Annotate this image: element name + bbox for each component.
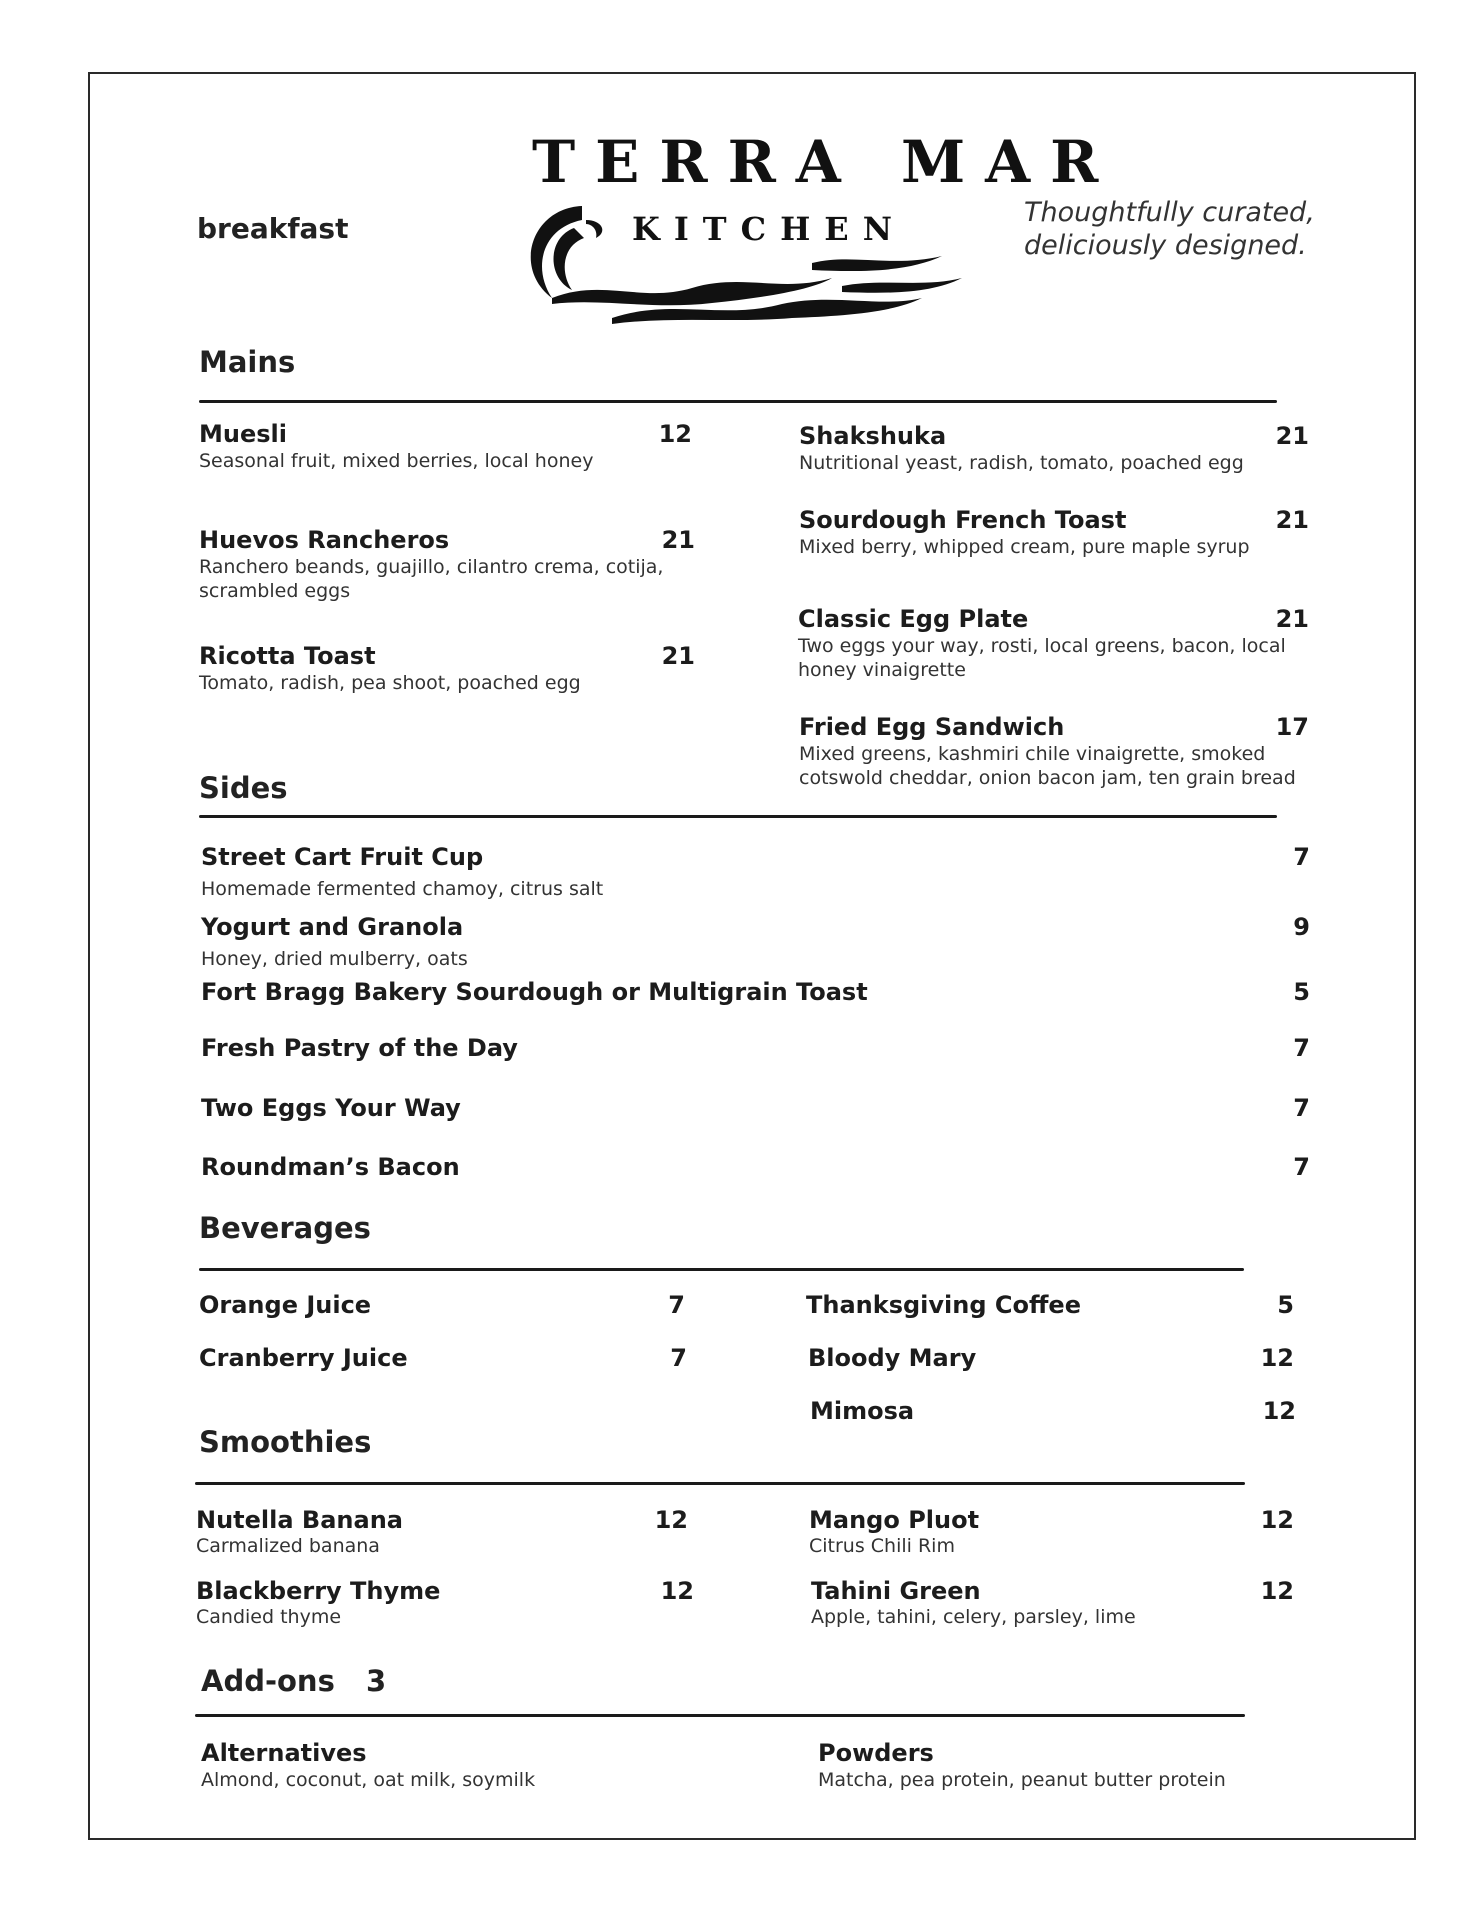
sides-item-price: 7	[1293, 843, 1310, 871]
sides-item-name: Street Cart Fruit Cup	[201, 843, 484, 871]
logo-title: TERRA MAR	[532, 128, 1119, 196]
meal-label: breakfast	[197, 212, 349, 245]
mains-item-name: Shakshuka	[799, 422, 947, 450]
mains-item-desc: honey vinaigrette	[798, 659, 966, 681]
mains-item-price: 21	[1275, 422, 1309, 450]
mains-item-name: Huevos Rancheros	[199, 526, 450, 554]
smoothie-desc: Carmalized banana	[196, 1535, 380, 1557]
mains-item-desc: cotswold cheddar, onion bacon jam, ten grain bread	[799, 767, 1296, 789]
smoothie-name: Tahini Green	[811, 1577, 981, 1605]
beverage-name: Cranberry Juice	[199, 1344, 408, 1372]
beverage-price: 7	[668, 1291, 685, 1319]
mains-item-name: Fried Egg Sandwich	[799, 713, 1065, 741]
addon-name: Alternatives	[201, 1739, 367, 1767]
addons-title: Add-ons	[201, 1664, 335, 1698]
mains-item-name: Sourdough French Toast	[799, 506, 1127, 534]
mains-item-desc: Mixed greens, kashmiri chile vinaigrette, smoked	[799, 743, 1266, 765]
beverage-price: 12	[1260, 1344, 1294, 1372]
mains-item-price: 17	[1275, 713, 1309, 741]
tagline-line-1: Thoughtfully curated,	[1024, 197, 1315, 228]
smoothies-title: Smoothies	[199, 1425, 372, 1459]
smoothie-desc: Candied thyme	[196, 1606, 342, 1628]
sides-item-price: 7	[1293, 1094, 1310, 1122]
beverages-rule	[199, 1268, 1244, 1271]
smoothie-name: Blackberry Thyme	[196, 1577, 441, 1605]
tagline-line-2: deliciously designed.	[1024, 230, 1307, 261]
sides-item-desc: Homemade fermented chamoy, citrus salt	[201, 878, 604, 900]
sides-title: Sides	[199, 771, 288, 805]
smoothie-name: Nutella Banana	[196, 1506, 403, 1534]
logo	[512, 128, 1119, 328]
mains-item-price: 21	[661, 642, 695, 670]
mains-rule	[199, 400, 1277, 403]
sides-item-name: Roundman’s Bacon	[201, 1153, 460, 1181]
beverage-name: Thanksgiving Coffee	[806, 1291, 1081, 1319]
addon-desc: Matcha, pea protein, peanut butter protein	[818, 1769, 1226, 1791]
smoothie-price: 12	[1260, 1577, 1294, 1605]
sides-item-name: Two Eggs Your Way	[201, 1094, 461, 1122]
smoothie-price: 12	[1260, 1506, 1294, 1534]
beverages-title: Beverages	[199, 1211, 371, 1245]
smoothie-price: 12	[660, 1577, 694, 1605]
mains-item-name: Classic Egg Plate	[798, 605, 1029, 633]
mains-item-price: 21	[1275, 506, 1309, 534]
smoothie-name: Mango Pluot	[809, 1506, 980, 1534]
mains-item-desc: scrambled eggs	[199, 580, 351, 602]
sides-item-name: Fresh Pastry of the Day	[201, 1034, 518, 1062]
addon-desc: Almond, coconut, oat milk, soymilk	[201, 1769, 536, 1791]
sides-item-price: 9	[1293, 913, 1310, 941]
mains-item-price: 21	[1275, 605, 1309, 633]
sides-item-desc: Honey, dried mulberry, oats	[201, 948, 468, 970]
tagline	[1024, 196, 1354, 262]
beverage-price: 7	[670, 1344, 687, 1372]
mains-item-desc: Tomato, radish, pea shoot, poached egg	[199, 672, 581, 694]
mains-item-desc: Two eggs your way, rosti, local greens, bacon, local	[798, 635, 1286, 657]
mains-item-name: Muesli	[199, 420, 287, 448]
beverage-price: 5	[1277, 1291, 1294, 1319]
smoothies-rule	[195, 1482, 1245, 1485]
mains-title: Mains	[199, 345, 296, 379]
beverage-name: Mimosa	[810, 1397, 915, 1425]
sides-item-price: 7	[1293, 1153, 1310, 1181]
sides-item-price: 5	[1293, 978, 1310, 1006]
mains-item-desc: Ranchero beands, guajillo, cilantro crema, cotija,	[199, 556, 664, 578]
beverage-price: 12	[1262, 1397, 1296, 1425]
beverage-name: Orange Juice	[199, 1291, 372, 1319]
addon-name: Powders	[818, 1739, 934, 1767]
smoothie-desc: Apple, tahini, celery, parsley, lime	[811, 1606, 1136, 1628]
mains-item-desc: Nutritional yeast, radish, tomato, poached egg	[799, 452, 1244, 474]
smoothie-price: 12	[654, 1506, 688, 1534]
sides-item-name: Yogurt and Granola	[201, 913, 464, 941]
mains-item-desc: Seasonal fruit, mixed berries, local honey	[199, 450, 594, 472]
sides-item-price: 7	[1293, 1034, 1310, 1062]
logo-subtitle: KITCHEN	[632, 210, 906, 248]
addons-price: 3	[366, 1664, 387, 1698]
addons-rule	[195, 1714, 1245, 1717]
smoothie-desc: Citrus Chili Rim	[809, 1535, 955, 1557]
mains-item-price: 21	[661, 526, 695, 554]
mains-item-price: 12	[658, 420, 692, 448]
sides-rule	[199, 815, 1277, 818]
mains-item-name: Ricotta Toast	[199, 642, 376, 670]
sides-item-name: Fort Bragg Bakery Sourdough or Multigrain Toast	[201, 978, 868, 1006]
mains-item-desc: Mixed berry, whipped cream, pure maple syrup	[799, 536, 1250, 558]
beverage-name: Bloody Mary	[808, 1344, 977, 1372]
